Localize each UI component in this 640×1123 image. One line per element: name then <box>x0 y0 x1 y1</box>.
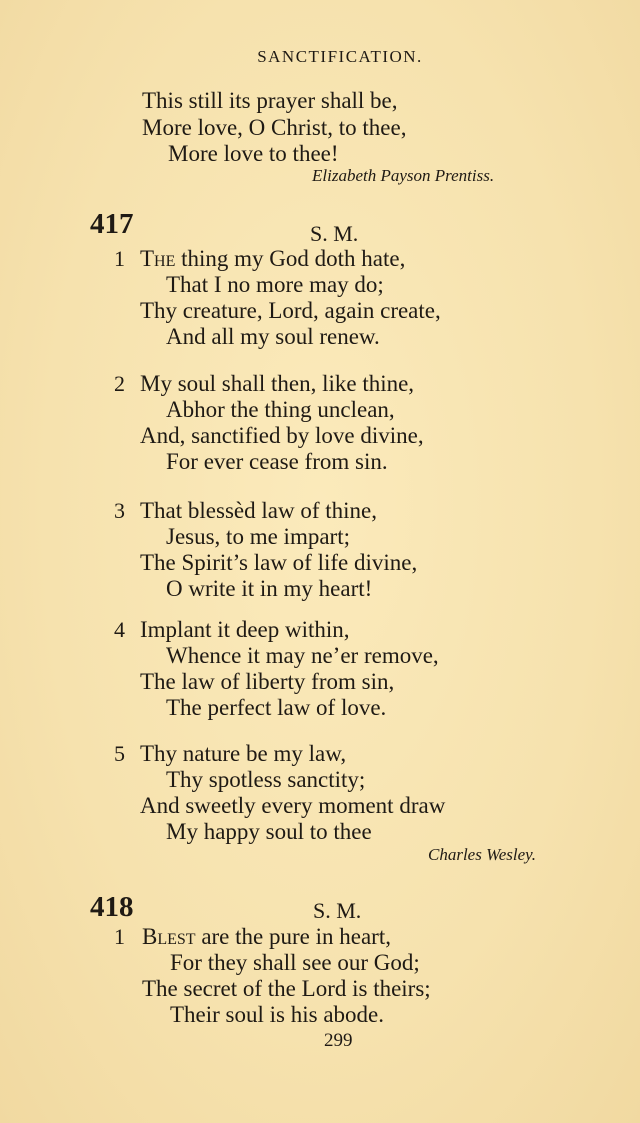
hymn-417-verse-5-line-4: My happy soul to thee <box>166 819 372 844</box>
hymn-417-verse-1-line-1 <box>140 246 405 272</box>
prev-hymn-line-3: More love to thee! <box>168 141 339 166</box>
prev-hymn-author: Elizabeth Payson Prentiss. <box>312 166 495 185</box>
hymn-417-verse-3-line-1: That blessèd law of thine, <box>140 498 377 523</box>
hymn-418-verse-1-line-3: The secret of the Lord is theirs; <box>142 976 431 1001</box>
hymn-418-verse-1-line-1 <box>142 924 391 950</box>
hymn-417-number: 417 <box>90 208 134 240</box>
prev-hymn-line-2: More love, O Christ, to thee, <box>142 115 407 140</box>
hymn-417-meter: S. M. <box>310 221 359 246</box>
hymn-417-author: Charles Wesley. <box>428 845 536 864</box>
hymn-418-verse-1-number: 1 <box>114 924 125 949</box>
hymn-418-verse-1-line-1-rest: are the pure in heart, <box>195 924 391 949</box>
hymn-417-verse-3-line-2: Jesus, to me impart; <box>166 524 350 549</box>
hymn-417-verse-1-line-3: Thy creature, Lord, again create, <box>140 298 441 323</box>
hymn-417-verse-3-line-4: O write it in my heart! <box>166 576 373 601</box>
running-head: SANCTIFICATION. <box>257 47 423 66</box>
hymn-417-verse-1-line-1-rest: thing my God doth hate, <box>175 246 406 271</box>
hymn-417-verse-4-line-1: Implant it deep within, <box>140 617 350 642</box>
hymn-417-verse-5-line-1: Thy nature be my law, <box>140 741 347 766</box>
hymn-417-verse-1-line-4: And all my soul renew. <box>166 324 380 349</box>
hymn-417-verse-2-line-4: For ever cease from sin. <box>166 449 388 474</box>
hymn-417-verse-1-number: 1 <box>114 246 125 271</box>
hymn-417-verse-1-initial-word: The <box>140 246 176 271</box>
hymn-418-verse-1-line-2: For they shall see our God; <box>170 950 420 975</box>
hymn-418-number: 418 <box>90 891 134 923</box>
hymn-418-verse-1-initial-word: Blest <box>142 924 196 949</box>
hymn-417-verse-1-line-2: That I no more may do; <box>166 272 384 297</box>
prev-hymn-line-1: This still its prayer shall be, <box>142 88 398 113</box>
hymn-417-verse-4-line-2: Whence it may ne’er remove, <box>166 643 439 668</box>
hymn-417-verse-3-number: 3 <box>114 498 125 523</box>
hymn-417-verse-5-line-3: And sweetly every moment draw <box>140 793 446 818</box>
hymn-418-verse-1-line-4: Their soul is his abode. <box>170 1002 384 1027</box>
hymn-417-verse-2-number: 2 <box>114 371 125 396</box>
hymn-417-verse-5-number: 5 <box>114 741 125 766</box>
hymn-417-verse-3-line-3: The Spirit’s law of life divine, <box>140 550 418 575</box>
hymn-417-verse-2-line-3: And, sanctified by love divine, <box>140 423 424 448</box>
page-number: 299 <box>324 1030 353 1051</box>
hymn-417-verse-4-number: 4 <box>114 617 125 642</box>
hymn-418-meter: S. M. <box>313 898 362 923</box>
hymn-417-verse-5-line-2: Thy spotless sanctity; <box>166 767 366 792</box>
hymn-417-verse-4-line-3: The law of liberty from sin, <box>140 669 395 694</box>
hymn-417-verse-2-line-2: Abhor the thing unclean, <box>166 397 395 422</box>
hymn-417-verse-4-line-4: The perfect law of love. <box>166 695 387 720</box>
hymn-417-verse-2-line-1: My soul shall then, like thine, <box>140 371 415 396</box>
